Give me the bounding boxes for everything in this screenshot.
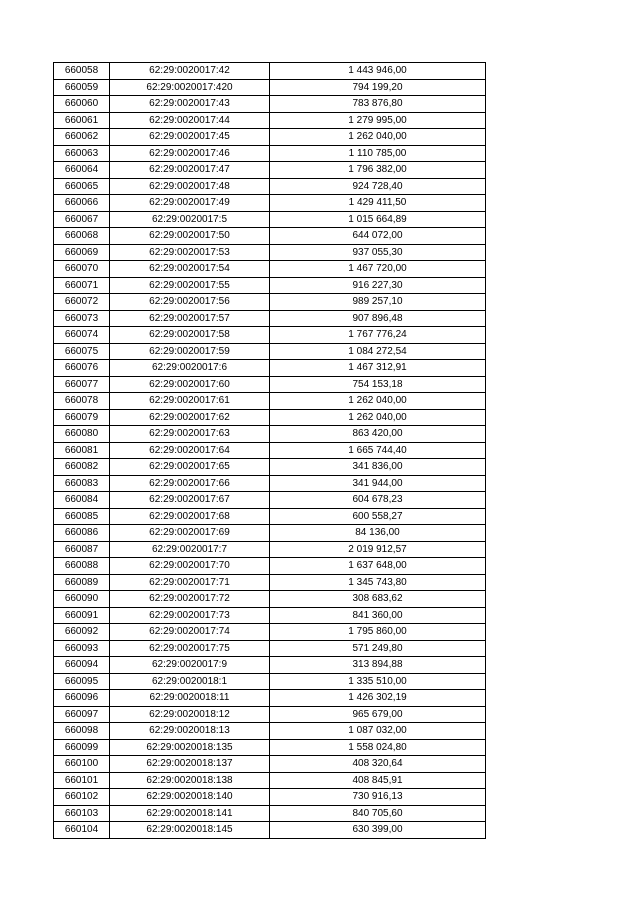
row-number-cell: 660070	[54, 261, 110, 278]
value-cell: 1 767 776,24	[270, 327, 486, 344]
table-row	[54, 657, 486, 674]
cadastral-number-cell: 62:29:0020017:6	[110, 360, 270, 377]
cadastral-number-cell: 62:29:0020017:69	[110, 525, 270, 542]
cadastral-number-cell: 62:29:0020017:56	[110, 294, 270, 311]
row-number-cell: 660076	[54, 360, 110, 377]
value-cell: 571 249,80	[270, 640, 486, 657]
cadastral-number-cell: 62:29:0020017:74	[110, 624, 270, 641]
table-row	[54, 112, 486, 129]
table-row	[54, 195, 486, 212]
table-row	[54, 426, 486, 443]
row-number-cell: 660104	[54, 822, 110, 839]
value-cell: 1 087 032,00	[270, 723, 486, 740]
cadastral-number-cell: 62:29:0020017:42	[110, 63, 270, 80]
cadastral-number-cell: 62:29:0020017:420	[110, 79, 270, 96]
cadastral-number-cell: 62:29:0020017:75	[110, 640, 270, 657]
table-row	[54, 706, 486, 723]
value-cell: 1 795 860,00	[270, 624, 486, 641]
value-cell: 1 345 743,80	[270, 574, 486, 591]
table-row	[54, 442, 486, 459]
row-number-cell: 660072	[54, 294, 110, 311]
cadastral-number-cell: 62:29:0020018:12	[110, 706, 270, 723]
row-number-cell: 660067	[54, 211, 110, 228]
row-number-cell: 660080	[54, 426, 110, 443]
row-number-cell: 660073	[54, 310, 110, 327]
row-number-cell: 660096	[54, 690, 110, 707]
row-number-cell: 660081	[54, 442, 110, 459]
value-cell: 1 429 411,50	[270, 195, 486, 212]
row-number-cell: 660084	[54, 492, 110, 509]
cadastral-number-cell: 62:29:0020017:64	[110, 442, 270, 459]
table-row	[54, 574, 486, 591]
table-row	[54, 673, 486, 690]
cadastral-number-cell: 62:29:0020017:9	[110, 657, 270, 674]
table-row	[54, 525, 486, 542]
row-number-cell: 660092	[54, 624, 110, 641]
value-cell: 341 944,00	[270, 475, 486, 492]
row-number-cell: 660093	[54, 640, 110, 657]
table-row	[54, 789, 486, 806]
value-cell: 341 836,00	[270, 459, 486, 476]
table-row	[54, 360, 486, 377]
row-number-cell: 660069	[54, 244, 110, 261]
row-number-cell: 660058	[54, 63, 110, 80]
row-number-cell: 660098	[54, 723, 110, 740]
value-cell: 408 845,91	[270, 772, 486, 789]
row-number-cell: 660077	[54, 376, 110, 393]
table-row	[54, 277, 486, 294]
cadastral-number-cell: 62:29:0020017:72	[110, 591, 270, 608]
cadastral-number-cell: 62:29:0020017:70	[110, 558, 270, 575]
table-row	[54, 541, 486, 558]
row-number-cell: 660100	[54, 756, 110, 773]
row-number-cell: 660062	[54, 129, 110, 146]
table-row	[54, 79, 486, 96]
cadastral-number-cell: 62:29:0020017:45	[110, 129, 270, 146]
value-cell: 1 084 272,54	[270, 343, 486, 360]
cadastral-number-cell: 62:29:0020017:67	[110, 492, 270, 509]
value-cell: 1 262 040,00	[270, 409, 486, 426]
row-number-cell: 660103	[54, 805, 110, 822]
row-number-cell: 660061	[54, 112, 110, 129]
table-row	[54, 294, 486, 311]
cadastral-number-cell: 62:29:0020017:7	[110, 541, 270, 558]
table-row	[54, 178, 486, 195]
table-row	[54, 756, 486, 773]
row-number-cell: 660086	[54, 525, 110, 542]
value-cell: 863 420,00	[270, 426, 486, 443]
row-number-cell: 660083	[54, 475, 110, 492]
table-row	[54, 96, 486, 113]
row-number-cell: 660075	[54, 343, 110, 360]
cadastral-number-cell: 62:29:0020018:140	[110, 789, 270, 806]
row-number-cell: 660094	[54, 657, 110, 674]
value-cell: 1 262 040,00	[270, 393, 486, 410]
cadastral-number-cell: 62:29:0020018:11	[110, 690, 270, 707]
value-cell: 730 916,13	[270, 789, 486, 806]
value-cell: 1 637 648,00	[270, 558, 486, 575]
value-cell: 965 679,00	[270, 706, 486, 723]
cadastral-number-cell: 62:29:0020017:68	[110, 508, 270, 525]
value-cell: 841 360,00	[270, 607, 486, 624]
table-row	[54, 129, 486, 146]
row-number-cell: 660102	[54, 789, 110, 806]
value-cell: 308 683,62	[270, 591, 486, 608]
value-cell: 924 728,40	[270, 178, 486, 195]
row-number-cell: 660068	[54, 228, 110, 245]
cadastral-number-cell: 62:29:0020018:138	[110, 772, 270, 789]
cadastral-number-cell: 62:29:0020017:60	[110, 376, 270, 393]
row-number-cell: 660065	[54, 178, 110, 195]
cadastral-number-cell: 62:29:0020018:141	[110, 805, 270, 822]
row-number-cell: 660059	[54, 79, 110, 96]
table-row	[54, 690, 486, 707]
value-cell: 989 257,10	[270, 294, 486, 311]
cadastral-number-cell: 62:29:0020017:53	[110, 244, 270, 261]
cadastral-number-cell: 62:29:0020017:54	[110, 261, 270, 278]
table-row	[54, 492, 486, 509]
value-cell: 1 796 382,00	[270, 162, 486, 179]
row-number-cell: 660079	[54, 409, 110, 426]
value-cell: 630 399,00	[270, 822, 486, 839]
table-row	[54, 393, 486, 410]
table-row	[54, 723, 486, 740]
value-cell: 313 894,88	[270, 657, 486, 674]
cadastral-number-cell: 62:29:0020017:58	[110, 327, 270, 344]
cadastral-value-table	[53, 62, 486, 839]
table-row	[54, 822, 486, 839]
cadastral-number-cell: 62:29:0020017:57	[110, 310, 270, 327]
table-row	[54, 343, 486, 360]
row-number-cell: 660091	[54, 607, 110, 624]
row-number-cell: 660095	[54, 673, 110, 690]
table-row	[54, 508, 486, 525]
value-cell: 840 705,60	[270, 805, 486, 822]
table-row	[54, 145, 486, 162]
value-cell: 1 426 302,19	[270, 690, 486, 707]
value-cell: 84 136,00	[270, 525, 486, 542]
row-number-cell: 660071	[54, 277, 110, 294]
table-row	[54, 63, 486, 80]
table-row	[54, 162, 486, 179]
cadastral-number-cell: 62:29:0020017:59	[110, 343, 270, 360]
table-row	[54, 607, 486, 624]
value-cell: 1 467 720,00	[270, 261, 486, 278]
row-number-cell: 660074	[54, 327, 110, 344]
row-number-cell: 660063	[54, 145, 110, 162]
data-table-sheet	[53, 62, 486, 839]
value-cell: 937 055,30	[270, 244, 486, 261]
value-cell: 783 876,80	[270, 96, 486, 113]
value-cell: 1 110 785,00	[270, 145, 486, 162]
table-row	[54, 624, 486, 641]
value-cell: 794 199,20	[270, 79, 486, 96]
row-number-cell: 660085	[54, 508, 110, 525]
cadastral-number-cell: 62:29:0020017:63	[110, 426, 270, 443]
table-body	[54, 63, 486, 839]
cadastral-number-cell: 62:29:0020017:46	[110, 145, 270, 162]
row-number-cell: 660066	[54, 195, 110, 212]
cadastral-number-cell: 62:29:0020017:5	[110, 211, 270, 228]
row-number-cell: 660088	[54, 558, 110, 575]
cadastral-number-cell: 62:29:0020017:47	[110, 162, 270, 179]
cadastral-number-cell: 62:29:0020018:145	[110, 822, 270, 839]
cadastral-number-cell: 62:29:0020018:13	[110, 723, 270, 740]
table-row	[54, 772, 486, 789]
cadastral-number-cell: 62:29:0020017:50	[110, 228, 270, 245]
row-number-cell: 660060	[54, 96, 110, 113]
value-cell: 1 015 664,89	[270, 211, 486, 228]
row-number-cell: 660064	[54, 162, 110, 179]
cadastral-number-cell: 62:29:0020018:137	[110, 756, 270, 773]
cadastral-number-cell: 62:29:0020017:62	[110, 409, 270, 426]
value-cell: 2 019 912,57	[270, 541, 486, 558]
value-cell: 1 467 312,91	[270, 360, 486, 377]
cadastral-number-cell: 62:29:0020017:65	[110, 459, 270, 476]
value-cell: 916 227,30	[270, 277, 486, 294]
value-cell: 754 153,18	[270, 376, 486, 393]
table-row	[54, 739, 486, 756]
value-cell: 1 558 024,80	[270, 739, 486, 756]
value-cell: 408 320,64	[270, 756, 486, 773]
value-cell: 644 072,00	[270, 228, 486, 245]
row-number-cell: 660097	[54, 706, 110, 723]
value-cell: 1 279 995,00	[270, 112, 486, 129]
cadastral-number-cell: 62:29:0020017:66	[110, 475, 270, 492]
table-row	[54, 475, 486, 492]
row-number-cell: 660089	[54, 574, 110, 591]
value-cell: 1 335 510,00	[270, 673, 486, 690]
table-row	[54, 244, 486, 261]
cadastral-number-cell: 62:29:0020018:135	[110, 739, 270, 756]
table-row	[54, 640, 486, 657]
table-row	[54, 591, 486, 608]
value-cell: 604 678,23	[270, 492, 486, 509]
cadastral-number-cell: 62:29:0020017:48	[110, 178, 270, 195]
value-cell: 907 896,48	[270, 310, 486, 327]
value-cell: 600 558,27	[270, 508, 486, 525]
cadastral-number-cell: 62:29:0020017:44	[110, 112, 270, 129]
cadastral-number-cell: 62:29:0020018:1	[110, 673, 270, 690]
row-number-cell: 660082	[54, 459, 110, 476]
row-number-cell: 660099	[54, 739, 110, 756]
table-row	[54, 327, 486, 344]
row-number-cell: 660101	[54, 772, 110, 789]
value-cell: 1 262 040,00	[270, 129, 486, 146]
table-row	[54, 228, 486, 245]
row-number-cell: 660087	[54, 541, 110, 558]
cadastral-number-cell: 62:29:0020017:43	[110, 96, 270, 113]
value-cell: 1 665 744,40	[270, 442, 486, 459]
cadastral-number-cell: 62:29:0020017:73	[110, 607, 270, 624]
row-number-cell: 660078	[54, 393, 110, 410]
table-row	[54, 310, 486, 327]
cadastral-number-cell: 62:29:0020017:71	[110, 574, 270, 591]
table-row	[54, 459, 486, 476]
table-row	[54, 558, 486, 575]
table-row	[54, 805, 486, 822]
table-row	[54, 409, 486, 426]
cadastral-number-cell: 62:29:0020017:49	[110, 195, 270, 212]
cadastral-number-cell: 62:29:0020017:61	[110, 393, 270, 410]
value-cell: 1 443 946,00	[270, 63, 486, 80]
table-row	[54, 376, 486, 393]
cadastral-number-cell: 62:29:0020017:55	[110, 277, 270, 294]
table-row	[54, 261, 486, 278]
row-number-cell: 660090	[54, 591, 110, 608]
table-row	[54, 211, 486, 228]
